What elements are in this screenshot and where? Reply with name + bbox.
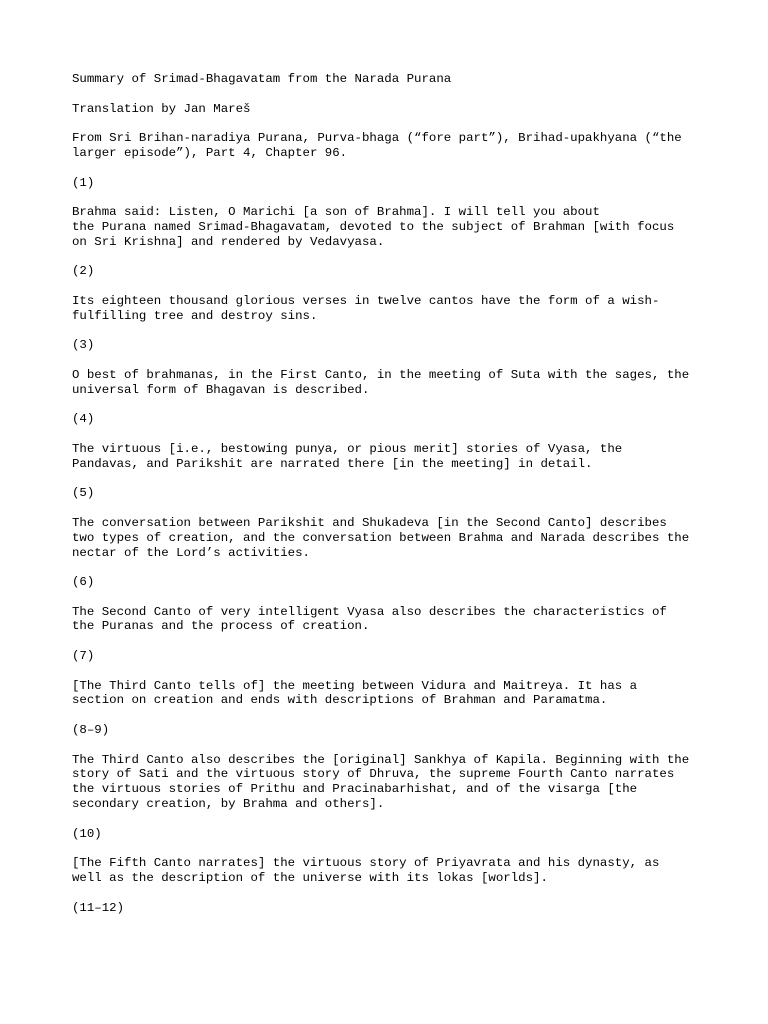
verse-number: (11–12) — [72, 900, 125, 915]
source-reference: From Sri Brihan-naradiya Purana, Purva-bhaga (“fore part”), Brihad-upakhyana (“the larger episode”), Part 4, Chapter 96. — [72, 131, 682, 160]
document-page — [72, 72, 712, 930]
verse-text: The Second Canto of very intelligent Vyasa also describes the characteristics of the Puranas and the process of creation. — [72, 604, 667, 634]
verse-number: (3) — [72, 338, 95, 353]
verse-number: (4) — [72, 412, 95, 427]
verse-number: (5) — [72, 486, 95, 501]
verse-text: Brahma said: Listen, O Marichi [a son of Brahma]. I will tell you about the Purana named Srimad-Bhagavatam, devoted to the subject of Brahman [with focus on Sri Krishna] and rendered by Vedavyasa. — [72, 205, 675, 249]
verse-number: (7) — [72, 649, 95, 664]
verse-number: (8–9) — [72, 723, 110, 738]
verse-number: (6) — [72, 575, 95, 590]
verse-text: [The Fifth Canto narrates] the virtuous story of Priyavrata and his dynasty, as well as the description of the universe with its lokas [worlds]. — [72, 856, 660, 886]
verse-number: (2) — [72, 264, 95, 279]
verse-text: The virtuous [i.e., bestowing punya, or pious merit] stories of Vyasa, the Pandavas, and Parikshit are narrated there [in the meeting] in detail. — [72, 441, 623, 471]
verse-number: (10) — [72, 826, 102, 841]
translator-line: Translation by Jan Mareš — [72, 101, 251, 116]
verse-text: Its eighteen thousand glorious verses in twelve cantos have the form of a wish- fulfilling tree and destroy sins. — [72, 293, 660, 323]
verse-text: The conversation between Parikshit and Shukadeva [in the Second Canto] describes two types of creation, and the conversation between Brahma and Narada describes the nectar of the Lord’s activities. — [72, 515, 690, 560]
verse-text: [The Third Canto tells of] the meeting between Vidura and Maitreya. It has a section on creation and ends with descriptions of Brahman and Paramatma. — [72, 678, 638, 708]
document-title: Summary of Srimad-Bhagavatam from the Narada Purana — [72, 72, 452, 86]
verse-number: (1) — [72, 175, 95, 190]
verse-text: O best of brahmanas, in the First Canto, in the meeting of Suta with the sages, the universal form of Bhagavan is described. — [72, 367, 690, 397]
verse-text: The Third Canto also describes the [original] Sankhya of Kapila. Beginning with the story of Sati and the virtuous story of Dhruva, the supreme Fourth Canto narrates the virtuous stories of Prithu and Pracinabarhishat, and of the visarga [the secondary creation, by Brahma and others]. — [72, 752, 690, 812]
